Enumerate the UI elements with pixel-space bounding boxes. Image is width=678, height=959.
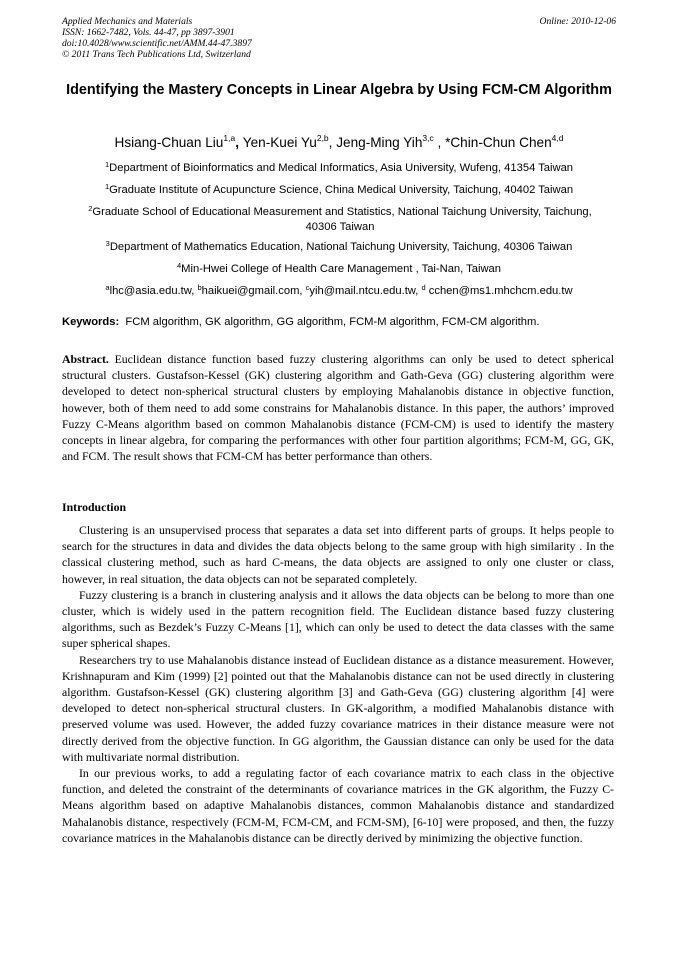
email-superscript: b	[197, 283, 202, 292]
keywords-line	[62, 315, 616, 330]
journal-header	[62, 16, 252, 60]
email-superscript: d	[421, 283, 426, 292]
affiliation-text: Department of Bioinformatics and Medical Informatics, Asia University, Wufeng, 41354 Taiwan	[109, 162, 574, 174]
email-list	[62, 280, 616, 299]
affiliation-text: Department of Mathematics Education, National Taichung University, Taichung, 40306 Taiwan	[109, 241, 573, 253]
affiliation	[62, 236, 616, 255]
author-name: Jeng-Ming Yih	[336, 135, 423, 150]
author-separator: ,	[433, 135, 446, 150]
abstract-text: Euclidean distance function based fuzzy clustering algorithms can only be used to detect spherical structural clusters. Gustafson-Kessel (GK) clustering algorithm and Gath-Geva (GG) clustering algorithm were developed to detect non-spherical structural clusters by employing Mahalanobis distance in objective function, however, both of them need to add some constrains for Mahalanobis distance. In this paper, the authors’ improved Fuzzy C-Means algorithm based on common Mahalanobis distance (FCM-CM) is used to identify the mastery concepts in linear algebra, for comparing the performances with other four partition algorithms; FCM-M, GG, GK, and FCM. The result shows that FCM-CM has better performance than others.	[62, 352, 614, 464]
copyright-line: © 2011 Trans Tech Publications Ltd, Switzerland	[62, 49, 251, 60]
doi-line: doi:10.4028/www.scientific.net/AMM.44-47.3897	[62, 38, 252, 49]
affiliation-superscript: 4	[177, 261, 182, 270]
keywords-text: FCM algorithm, GK algorithm, GG algorithm, FCM-M algorithm, FCM-CM algorithm.	[125, 316, 540, 328]
email-superscript: c	[305, 283, 310, 292]
author-name: Yen-Kuei Yu	[242, 135, 317, 150]
author-list	[62, 129, 616, 152]
affiliation	[62, 157, 616, 176]
keywords-label: Keywords:	[62, 316, 120, 328]
author-name: *Chin-Chun Chen	[445, 135, 552, 150]
issn-line: ISSN: 1662-7482, Vols. 44-47, pp 3897-3901	[62, 27, 235, 38]
paragraph: Clustering is an unsupervised process that separates a data set into different parts of groups. It helps people to search for the structures in data and divides the data objects belong to the same group with high similarity . In the classical clustering method, such as hard C-means, the data objects are assigned to only one cluster or class, however, in real situation, the data objects can not be separated completely.	[62, 523, 614, 586]
affiliation	[80, 201, 600, 235]
author-name: Hsiang-Chuan Liu	[114, 135, 224, 150]
affiliation-superscript: 1	[104, 182, 110, 191]
affiliation-superscript: 1	[104, 160, 110, 169]
affiliation-superscript: 3	[105, 239, 110, 248]
email-address: cchen@ms1.mhchcm.edu.tw	[425, 285, 573, 297]
author-separator: ,	[328, 135, 337, 150]
introduction-body	[62, 522, 614, 846]
paper-title: Identifying the Mastery Concepts in Linear Algebra by Using FCM-CM Algorithm	[66, 82, 612, 98]
affiliation	[62, 179, 616, 198]
affiliation-text: Graduate Institute of Acupuncture Science, China Medical University, Taichung, 40402 Taiwan	[109, 184, 574, 196]
email-superscript: a	[105, 283, 110, 292]
author-superscript: 3,c	[422, 133, 434, 143]
author-superscript: 1,a	[223, 133, 236, 143]
abstract	[62, 351, 614, 464]
section-heading-introduction: Introduction	[62, 500, 127, 514]
affiliation-text: Min-Hwei College of Health Care Management , Tai-Nan, Taiwan	[181, 263, 501, 275]
paragraph: In our previous works, to add a regulating factor of each covariance matrix to each class in the objective function, and deleted the constraint of the determinants of covariance matrices in the GK algorithm, the Fuzzy C-Means algorithm based on adaptive Mahalanobis distances, common Mahalanobis distance and standardized Mahalanobis distance, respectively (FCM-M, FCM-CM, and FCM-SM), [6-10] were proposed, and then, the fuzzy covariance matrices in the Mahalanobis distance can be directly derived by minimizing the objective function.	[62, 766, 614, 845]
email-address: haikuei@gmail.com,	[201, 285, 306, 297]
author-superscript: 2,b	[316, 133, 329, 143]
paragraph: Fuzzy clustering is a branch in clustering analysis and it allows the data objects can be belong to more than one cluster, which is widely used in the pattern recognition field. The Euclidean distance based fuzzy clustering algorithms, such as Bezdek’s Fuzzy C-Means [1], which can only be used to detect the data classes with the same super spherical shapes.	[62, 587, 614, 651]
journal-name: Applied Mechanics and Materials	[62, 16, 193, 27]
author-separator: ,	[235, 135, 243, 150]
author-superscript: 4,d	[551, 133, 564, 143]
email-address: lhc@asia.edu.tw,	[109, 285, 198, 297]
abstract-label: Abstract.	[62, 352, 109, 366]
paragraph: Researchers try to use Mahalanobis distance instead of Euclidean distance as a distance measurement. However, Krishnapuram and Kim (1999) [2] pointed out that the Mahalanobis distance can not be used directly in clustering algorithm. Gustafson-Kessel (GK) clustering algorithm [3] and Gath-Geva (GG) clustering algorithm [4] were developed to detect non-spherical structural clusters. In GK-algorithm, a modified Mahalanobis distance with preserved volume was used. However, the added fuzzy covariance matrices in their distance measure were not directly derived from the objective function. In GG algorithm, the Gaussian distance can only be used for the data with multivariate normal distribution.	[62, 652, 614, 764]
affiliation-superscript: 2	[88, 204, 93, 213]
email-address: yih@mail.ntcu.edu.tw,	[309, 285, 422, 297]
affiliation-text: Graduate School of Educational Measurement and Statistics, National Taichung University, Taichung, 40306 Taiwan	[92, 206, 592, 233]
online-date: Online: 2010-12-06	[539, 16, 616, 27]
affiliation	[62, 258, 616, 277]
